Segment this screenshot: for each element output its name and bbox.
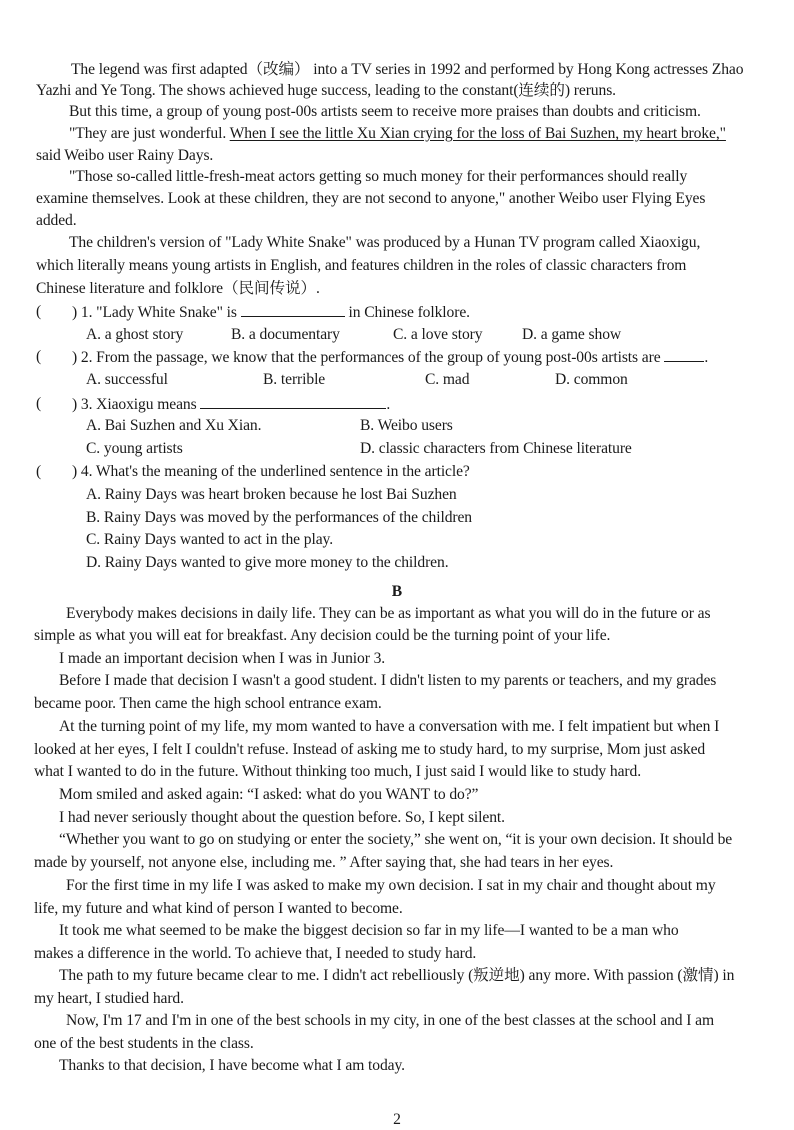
page-number: 2 — [393, 1111, 401, 1128]
question-4-option-a[interactable]: A. Rainy Days was heart broken because he lost Bai Suzhen — [86, 486, 457, 503]
section-b-line: I had never seriously thought about the question before. So, I kept silent. — [59, 809, 505, 826]
question-3-option-b[interactable]: B. Weibo users — [360, 417, 453, 434]
section-b-line: It took me what seemed to be make the biggest decision so far in my life—I wanted to be a man who — [59, 922, 679, 939]
section-b-line: I made an important decision when I was in Junior 3. — [59, 650, 386, 667]
passage-a-p1-line2: Yazhi and Ye Tong. The shows achieved huge success, leading to the constant(连续的) reruns. — [36, 82, 616, 99]
section-b-line: life, my future and what kind of person I wanted to become. — [34, 900, 403, 917]
section-b-line: At the turning point of my life, my mom wanted to have a conversation with me. I felt impatient but when I — [59, 718, 720, 735]
section-b-line: one of the best students in the class. — [34, 1035, 254, 1052]
section-b-line: makes a difference in the world. To achieve that, I needed to study hard. — [34, 945, 477, 962]
question-2-bracket[interactable]: ( — [36, 348, 42, 365]
question-2-blank[interactable] — [664, 347, 704, 362]
question-3-option-d[interactable]: D. classic characters from Chinese literature — [360, 440, 632, 457]
question-2-option-c[interactable]: C. mad — [425, 371, 470, 388]
passage-a-p3-line1 — [69, 124, 726, 144]
question-1-option-c[interactable]: C. a love story — [393, 326, 483, 343]
passage-a-p4-line3: added. — [36, 212, 77, 229]
section-b-line: my heart, I studied hard. — [34, 990, 184, 1007]
question-3-blank[interactable] — [200, 394, 386, 409]
question-2-option-b[interactable]: B. terrible — [263, 371, 326, 388]
question-3-stem-after: . — [386, 396, 391, 413]
passage-a-p1-line1: The legend was first adapted（改编） into a TV series in 1992 and performed by Hong Kong actresses Zhao — [71, 61, 744, 78]
passage-a-p5-line1: The children's version of "Lady White Snake" was produced by a Hunan TV program called Xiaoxigu, — [69, 234, 701, 251]
question-1-stem-after: in Chinese folklore. — [348, 304, 470, 321]
question-1-option-a[interactable]: A. a ghost story — [86, 326, 184, 343]
passage-a-p2: But this time, a group of young post-00s artists seem to receive more praises than doubts and criticism. — [69, 103, 701, 120]
question-1-option-b[interactable]: B. a documentary — [231, 326, 340, 343]
question-2-stem — [72, 347, 708, 368]
question-4-option-c[interactable]: C. Rainy Days wanted to act in the play. — [86, 531, 334, 548]
question-3-stem — [72, 394, 390, 415]
passage-a-p4-line1: "Those so-called little-fresh-meat actors getting so much money for their performances should really — [69, 168, 688, 185]
section-b-line: Mom smiled and asked again: “I asked: what do you WANT to do?” — [59, 786, 479, 803]
question-3-stem-before: ) 3. Xiaoxigu means — [72, 396, 197, 413]
section-b-line: Thanks to that decision, I have become what I am today. — [59, 1057, 405, 1074]
section-b-line: what I wanted to do in the future. Without thinking too much, I just said I would like to study hard. — [34, 763, 642, 780]
question-1-stem-before: ) 1. "Lady White Snake" is — [72, 304, 237, 321]
question-4-option-b[interactable]: B. Rainy Days was moved by the performances of the children — [86, 509, 473, 526]
question-3-option-c[interactable]: C. young artists — [86, 440, 183, 457]
section-b-line: became poor. Then came the high school entrance exam. — [34, 695, 382, 712]
question-4-bracket[interactable]: ( — [36, 463, 42, 480]
passage-a-p5-line2: which literally means young artists in English, and features children in the roles of classic characters from — [36, 257, 687, 274]
passage-a-p5-line3: Chinese literature and folklore（民间传说）. — [36, 280, 320, 297]
passage-a-p4-line2: examine themselves. Look at these children, they are not second to anyone," another Weibo user Flying Eyes — [36, 190, 706, 207]
question-1-bracket[interactable]: ( — [36, 303, 42, 320]
section-b-line: looked at her eyes, I felt I couldn't refuse. Instead of asking me to study hard, to my surprise, Mom just asked — [34, 741, 706, 758]
section-b-line: made by yourself, not anyone else, including me. ” After saying that, she had tears in her eyes. — [34, 854, 614, 871]
question-2-stem-before: ) 2. From the passage, we know that the performances of the group of young post-00s artists are — [72, 349, 661, 366]
section-b-line: For the first time in my life I was asked to make my own decision. I sat in my chair and thought about my — [66, 877, 716, 894]
section-b-line: Everybody makes decisions in daily life. They can be as important as what you will do in the future or as — [66, 605, 711, 622]
section-b-line: Before I made that decision I wasn't a good student. I didn't listen to my parents or teachers, and my grades — [59, 672, 717, 689]
question-1-stem — [72, 302, 470, 323]
question-2-option-a[interactable]: A. successful — [86, 371, 168, 388]
question-2-stem-after: . — [704, 349, 709, 366]
question-1-blank[interactable] — [241, 302, 345, 317]
quote-start: "They are just wonderful. — [69, 125, 230, 142]
question-4-option-d[interactable]: D. Rainy Days wanted to give more money to the children. — [86, 554, 449, 571]
section-b-line: “Whether you want to go on studying or enter the society,” she went on, “it is your own decision. It should be — [59, 831, 733, 848]
section-b-line: The path to my future became clear to me. I didn't act rebelliously (叛逆地) any more. With passion (激情) in — [59, 967, 735, 984]
passage-a-p3-line2: said Weibo user Rainy Days. — [36, 147, 214, 164]
question-4-stem: ) 4. What's the meaning of the underlined sentence in the article? — [72, 463, 470, 480]
question-3-option-a[interactable]: A. Bai Suzhen and Xu Xian. — [86, 417, 262, 434]
question-3-bracket[interactable]: ( — [36, 395, 42, 412]
question-1-option-d[interactable]: D. a game show — [522, 326, 622, 343]
section-b-heading: B — [391, 583, 403, 600]
underlined-sentence: When I see the little Xu Xian crying for the loss of Bai Suzhen, my heart broke," — [229, 125, 726, 142]
section-b-line: simple as what you will eat for breakfast. Any decision could be the turning point of your life. — [34, 627, 611, 644]
question-2-option-d[interactable]: D. common — [555, 371, 628, 388]
section-b-line: Now, I'm 17 and I'm in one of the best schools in my city, in one of the best classes at the school and I am — [66, 1012, 715, 1029]
